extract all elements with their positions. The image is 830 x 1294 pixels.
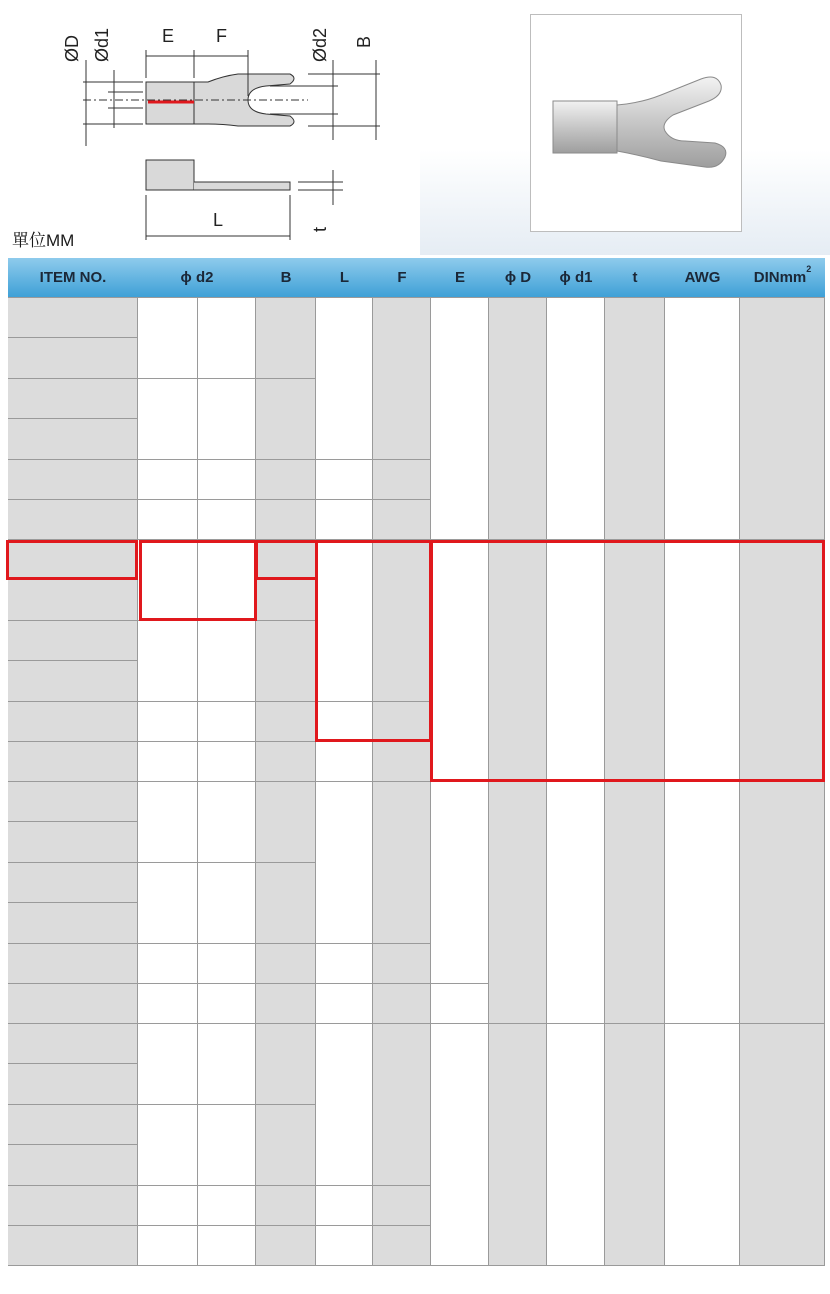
f-value-cell xyxy=(373,500,431,540)
grid-hline xyxy=(138,499,316,500)
d2-size-cell xyxy=(138,984,198,1024)
d2-value-cell xyxy=(198,782,256,863)
grid-vline xyxy=(197,298,198,1266)
f-value-cell xyxy=(373,782,431,984)
grid-hline xyxy=(316,1185,431,1186)
d2-value-cell xyxy=(198,1226,256,1266)
spec-drawing-area xyxy=(0,0,830,255)
grid-vline xyxy=(255,298,256,1266)
d2-size-cell xyxy=(138,1226,198,1266)
b-value-cell xyxy=(256,1024,316,1064)
table-row xyxy=(8,621,138,661)
b-value-cell xyxy=(256,822,316,863)
e-value-cell xyxy=(431,1024,489,1266)
grid-hline xyxy=(316,1225,431,1226)
grid-vline xyxy=(664,298,665,1266)
grid-hline xyxy=(316,943,431,944)
d-value-cell xyxy=(489,1024,547,1266)
d2-value-cell xyxy=(198,863,256,944)
din-value-cell xyxy=(740,1024,825,1266)
l-value-cell xyxy=(316,1024,373,1226)
spec-table xyxy=(8,258,825,1286)
header-F: F xyxy=(397,269,407,286)
l-value-cell xyxy=(316,742,373,782)
grid-vline xyxy=(372,298,373,1266)
d2-value-cell xyxy=(198,500,256,540)
e-value-cell xyxy=(431,782,489,984)
b-value-cell xyxy=(256,782,316,822)
table-row xyxy=(8,944,138,984)
grid-vline xyxy=(546,298,547,1266)
d2-size-cell xyxy=(138,379,198,460)
grid-hline xyxy=(138,943,316,944)
f-value-cell xyxy=(373,984,431,1024)
spade-terminal-image xyxy=(531,15,741,231)
header-L: L xyxy=(339,269,350,286)
l-value-cell xyxy=(316,782,373,984)
header-d2: ϕ d2 xyxy=(180,269,214,286)
b-value-cell xyxy=(256,338,316,379)
grid-hline xyxy=(138,701,316,702)
header-t: t xyxy=(632,269,638,286)
table-row xyxy=(8,1064,138,1105)
d-value-cell xyxy=(489,298,547,540)
l-value-cell xyxy=(316,500,373,540)
d2-size-cell xyxy=(138,782,198,863)
table-row xyxy=(8,984,138,1024)
header-din xyxy=(740,258,825,298)
table-row xyxy=(8,863,138,903)
table-row xyxy=(8,1024,138,1064)
grid-vline xyxy=(430,298,431,1266)
d2-value-cell xyxy=(198,1024,256,1105)
table-row xyxy=(8,702,138,742)
label-t: t xyxy=(310,226,330,232)
product-photo xyxy=(530,14,742,232)
t-value-cell xyxy=(605,782,665,1024)
t-value-cell xyxy=(605,298,665,540)
grid-vline xyxy=(824,298,825,1266)
l-value-cell xyxy=(316,1226,373,1266)
d2-value-cell xyxy=(198,298,256,379)
d2-size-cell xyxy=(138,1105,198,1186)
header-D: ϕ D xyxy=(504,269,532,286)
grid-hline xyxy=(8,1265,825,1266)
header-B: B xyxy=(280,269,292,286)
header-E: E xyxy=(454,269,465,286)
table-row xyxy=(8,298,138,338)
table-row xyxy=(8,1105,138,1145)
d2-value-cell xyxy=(198,379,256,460)
d2-value-cell xyxy=(198,460,256,500)
grid-hline xyxy=(431,983,489,984)
grid-hline xyxy=(138,983,316,984)
grid-hline xyxy=(138,1104,316,1105)
header-item: ITEM NO. xyxy=(39,269,107,286)
table-row xyxy=(8,379,138,419)
grid-hline xyxy=(8,297,825,298)
d2-size-cell xyxy=(138,863,198,944)
header-din-text: DINmm xyxy=(753,269,807,286)
table-row xyxy=(8,782,138,822)
e-value-cell xyxy=(431,984,489,1024)
grid-hline xyxy=(316,459,431,460)
d2-size-cell xyxy=(138,621,198,702)
d1-value-cell xyxy=(547,298,605,540)
table-row xyxy=(8,1186,138,1226)
d2-value-cell xyxy=(198,1105,256,1186)
header-awg: AWG xyxy=(684,269,721,286)
unit-label: 單位MM xyxy=(12,231,75,250)
f-value-cell xyxy=(373,298,431,460)
table-row xyxy=(8,460,138,500)
b-value-cell xyxy=(256,1226,316,1266)
b-value-cell xyxy=(256,1105,316,1145)
d2-value-cell xyxy=(198,702,256,742)
grid-hline xyxy=(316,499,431,500)
highlight-d2 xyxy=(139,540,257,621)
d2-value-cell xyxy=(198,984,256,1024)
table-row xyxy=(8,903,138,944)
awg-value-cell xyxy=(665,782,740,1024)
b-value-cell xyxy=(256,984,316,1024)
d2-size-cell xyxy=(138,944,198,984)
grid-hline xyxy=(138,862,316,863)
grid-hline xyxy=(138,1185,316,1186)
grid-vline xyxy=(604,298,605,1266)
d2-size-cell xyxy=(138,742,198,782)
b-value-cell xyxy=(256,580,316,621)
grid-hline xyxy=(138,1225,316,1226)
highlight-b xyxy=(255,540,318,580)
grid-vline xyxy=(488,298,489,1266)
d2-value-cell xyxy=(198,1186,256,1226)
table-row xyxy=(8,1145,138,1186)
l-value-cell xyxy=(316,984,373,1024)
header-din-sup: 2 xyxy=(806,264,812,274)
header-d1: ϕ d1 xyxy=(559,269,593,286)
d2-value-cell xyxy=(198,742,256,782)
highlight-item xyxy=(6,540,138,580)
b-value-cell xyxy=(256,702,316,742)
d-value-cell xyxy=(489,782,547,1024)
grid-vline xyxy=(137,298,138,1266)
grid-hline xyxy=(138,459,316,460)
table-row xyxy=(8,742,138,782)
label-L: L xyxy=(213,210,224,230)
technical-drawing xyxy=(8,0,428,250)
table-header xyxy=(8,258,825,298)
d2-value-cell xyxy=(198,621,256,702)
b-value-cell xyxy=(256,1186,316,1226)
awg-value-cell xyxy=(665,1024,740,1266)
b-value-cell xyxy=(256,298,316,338)
t-value-cell xyxy=(605,1024,665,1266)
d2-value-cell xyxy=(198,944,256,984)
grid-hline xyxy=(316,983,431,984)
d2-size-cell xyxy=(138,460,198,500)
f-value-cell xyxy=(373,1226,431,1266)
highlight-lf xyxy=(315,540,432,742)
b-value-cell xyxy=(256,742,316,782)
table-row xyxy=(8,822,138,863)
b-value-cell xyxy=(256,621,316,661)
e-value-cell xyxy=(431,298,489,540)
b-value-cell xyxy=(256,1145,316,1186)
grid-vline xyxy=(739,298,740,1266)
b-value-cell xyxy=(256,379,316,419)
grid-vline xyxy=(315,298,316,1266)
b-value-cell xyxy=(256,1064,316,1105)
f-value-cell xyxy=(373,1024,431,1226)
d2-size-cell xyxy=(138,298,198,379)
f-value-cell xyxy=(373,742,431,782)
awg-value-cell xyxy=(665,298,740,540)
label-dd1: Ød1 xyxy=(92,27,112,62)
table-row xyxy=(8,661,138,702)
table-row xyxy=(8,419,138,460)
highlight-group xyxy=(430,540,825,782)
din-value-cell xyxy=(740,298,825,540)
label-dD: ØD xyxy=(62,35,82,62)
grid-hline xyxy=(138,741,316,742)
b-value-cell xyxy=(256,661,316,702)
table-row xyxy=(8,580,138,621)
table-row xyxy=(8,500,138,540)
table-row xyxy=(8,338,138,379)
label-E: E xyxy=(162,26,175,46)
label-dd2: Ød2 xyxy=(310,27,330,62)
label-B: B xyxy=(354,35,374,48)
f-value-cell xyxy=(373,460,431,500)
grid-hline xyxy=(8,1023,825,1024)
d2-size-cell xyxy=(138,1024,198,1105)
grid-hline xyxy=(138,378,316,379)
label-F: F xyxy=(216,26,227,46)
din-value-cell xyxy=(740,782,825,1024)
table-row xyxy=(8,1226,138,1266)
b-value-cell xyxy=(256,863,316,903)
b-value-cell xyxy=(256,419,316,460)
l-value-cell xyxy=(316,460,373,500)
d2-size-cell xyxy=(138,702,198,742)
d2-size-cell xyxy=(138,500,198,540)
d1-value-cell xyxy=(547,782,605,1024)
l-value-cell xyxy=(316,298,373,460)
d1-value-cell xyxy=(547,1024,605,1266)
b-value-cell xyxy=(256,500,316,540)
d2-size-cell xyxy=(138,1186,198,1226)
b-value-cell xyxy=(256,460,316,500)
